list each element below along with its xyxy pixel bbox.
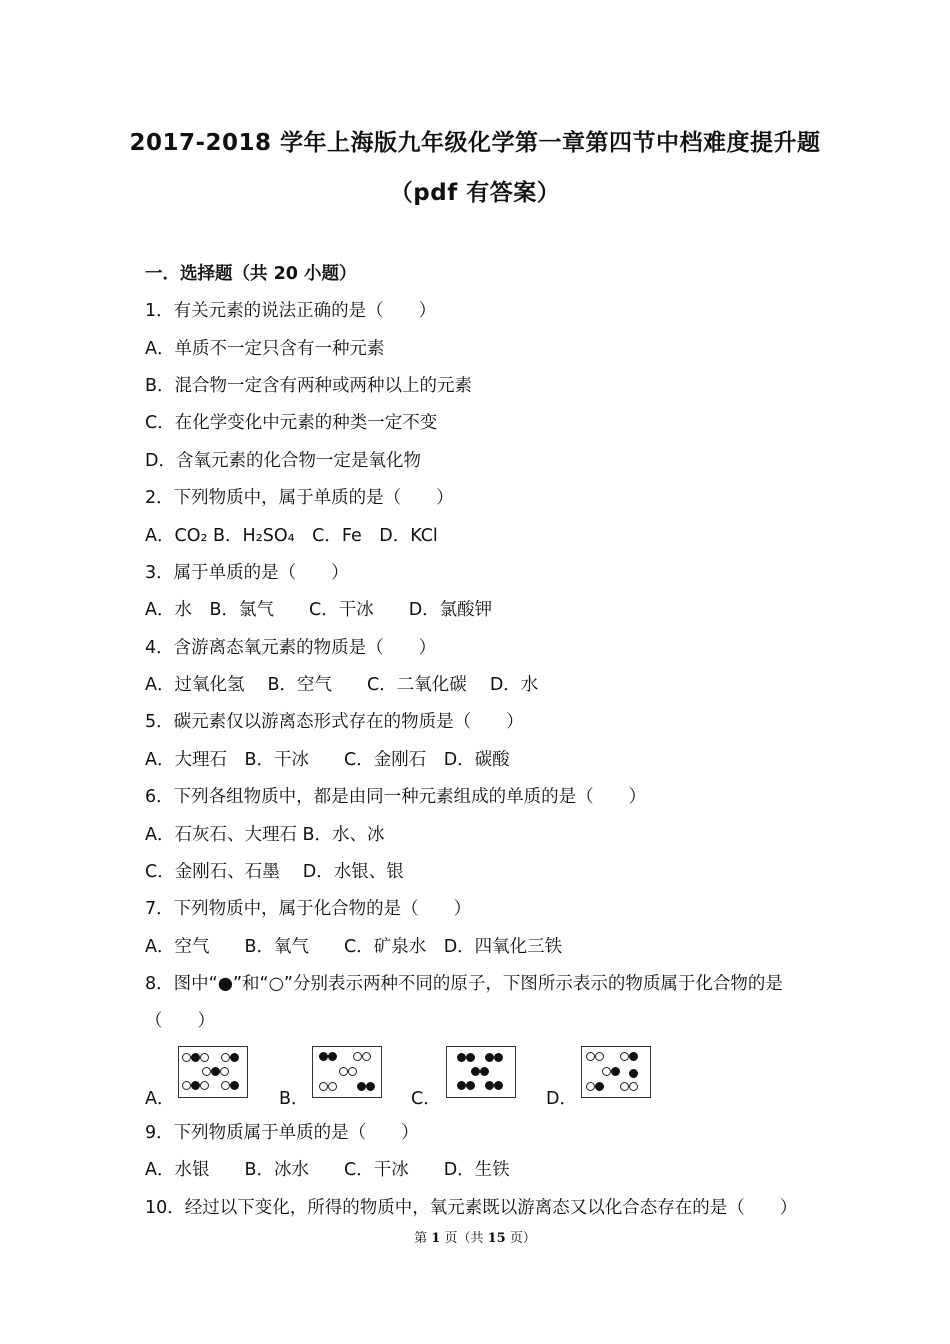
question-1: 1．有关元素的说法正确的是（ ） [145, 301, 437, 321]
white-atom-icon [348, 1067, 357, 1076]
white-atom-icon [328, 1082, 337, 1091]
black-atom-icon [595, 1082, 604, 1091]
q3-options: A．水 B．氯气 C．干冰 D．氯酸钾 [145, 600, 493, 620]
footer-suffix: 页） [505, 1231, 536, 1246]
q1-option-b: B．混合物一定含有两种或两种以上的元素 [145, 376, 473, 396]
white-atom-icon [595, 1052, 604, 1061]
question-9: 9．下列物质属于单质的是（ ） [145, 1123, 419, 1143]
q1-option-c: C．在化学变化中元素的种类一定不变 [145, 413, 438, 433]
question-8-bracket: （ ） [145, 1011, 215, 1031]
black-atom-icon [466, 1081, 475, 1090]
white-atom-icon [182, 1053, 191, 1062]
q4-options: A．过氧化氢 B．空气 C．二氧化碳 D．水 [145, 675, 539, 695]
black-atom-icon [466, 1053, 475, 1062]
question-7: 7．下列物质中，属于化合物的是（ ） [145, 899, 472, 919]
question-8: 8．图中“●”和“○”分别表示两种不同的原子，下图所示表示的物质属于化合物的是 [145, 974, 783, 994]
white-atom-icon [221, 1081, 230, 1090]
white-atom-icon [353, 1052, 362, 1061]
q1-option-d: D．含氧元素的化合物一定是氧化物 [145, 451, 421, 471]
black-atom-icon [191, 1053, 200, 1062]
black-atom-icon [230, 1053, 239, 1062]
black-atom-icon [629, 1052, 638, 1061]
black-atom-icon [230, 1081, 239, 1090]
white-atom-icon [629, 1082, 638, 1091]
black-atom-icon [191, 1081, 200, 1090]
black-atom-icon [485, 1053, 494, 1062]
white-atom-icon [182, 1081, 191, 1090]
black-atom-icon [471, 1067, 480, 1076]
black-atom-icon [457, 1053, 466, 1062]
white-atom-icon [602, 1067, 611, 1076]
white-atom-icon [220, 1067, 229, 1076]
q8-diagram-c [446, 1046, 516, 1098]
white-atom-icon [362, 1052, 371, 1061]
black-atom-icon [366, 1082, 375, 1091]
question-4: 4．含游离态氧元素的物质是（ ） [145, 638, 437, 658]
document-title-line1: 2017-2018 学年上海版九年级化学第一章第四节中档难度提升题 [129, 130, 821, 156]
q1-option-a: A．单质不一定只含有一种元素 [145, 339, 385, 359]
black-atom-icon [457, 1081, 466, 1090]
white-atom-icon [586, 1052, 595, 1061]
question-6: 6．下列各组物质中，都是由同一种元素组成的单质的是（ ） [145, 787, 647, 807]
q9-options: A．水银 B．冰水 C．干冰 D．生铁 [145, 1160, 510, 1180]
white-atom-icon [620, 1082, 629, 1091]
document-title-line2: （pdf 有答案） [389, 180, 561, 206]
white-atom-icon [339, 1067, 348, 1076]
white-atom-icon [200, 1053, 209, 1062]
question-2: 2．下列物质中，属于单质的是（ ） [145, 488, 454, 508]
black-atom-icon [357, 1082, 366, 1091]
q8-diagram-b [312, 1046, 382, 1098]
section-heading: 一．选择题（共 20 小题） [145, 264, 357, 284]
q8-diagram-a [178, 1046, 248, 1098]
q6-options-ab: A．石灰石、大理石 B．水、冰 [145, 825, 385, 845]
white-atom-icon [200, 1081, 209, 1090]
footer-middle: 页（共 [440, 1231, 488, 1246]
white-atom-icon [202, 1067, 211, 1076]
question-3: 3．属于单质的是（ ） [145, 563, 349, 583]
page-footer [0, 1227, 950, 1246]
total-pages-number: 15 [487, 1231, 506, 1246]
question-10: 10．经过以下变化，所得的物质中，氧元素既以游离态又以化合态存在的是（ ） [145, 1198, 798, 1218]
black-atom-icon [629, 1069, 638, 1078]
black-atom-icon [494, 1081, 503, 1090]
q8-option-a-label: A． [145, 1089, 175, 1109]
footer-prefix: 第 [414, 1231, 432, 1246]
black-atom-icon [328, 1052, 337, 1061]
black-atom-icon [211, 1067, 220, 1076]
white-atom-icon [319, 1082, 328, 1091]
q6-options-cd: C．金刚石、石墨 D．水银、银 [145, 862, 404, 882]
black-atom-icon [485, 1081, 494, 1090]
q8-diagram-d [581, 1046, 651, 1098]
question-5: 5．碳元素仅以游离态形式存在的物质是（ ） [145, 712, 524, 732]
q5-options: A．大理石 B．干冰 C．金刚石 D．碳酸 [145, 750, 510, 770]
white-atom-icon [221, 1053, 230, 1062]
black-atom-icon [611, 1067, 620, 1076]
q7-options: A．空气 B．氧气 C．矿泉水 D．四氧化三铁 [145, 937, 563, 957]
white-atom-icon [620, 1052, 629, 1061]
black-atom-icon [480, 1067, 489, 1076]
q8-option-b-label: B． [279, 1089, 309, 1109]
black-atom-icon [494, 1053, 503, 1062]
white-atom-icon [586, 1082, 595, 1091]
q8-option-d-label: D． [546, 1089, 577, 1109]
black-atom-icon [319, 1052, 328, 1061]
q2-options: A．CO₂ B．H₂SO₄ C．Fe D．KCl [145, 526, 438, 546]
q8-option-c-label: C． [411, 1089, 441, 1109]
current-page-number: 1 [431, 1231, 441, 1246]
